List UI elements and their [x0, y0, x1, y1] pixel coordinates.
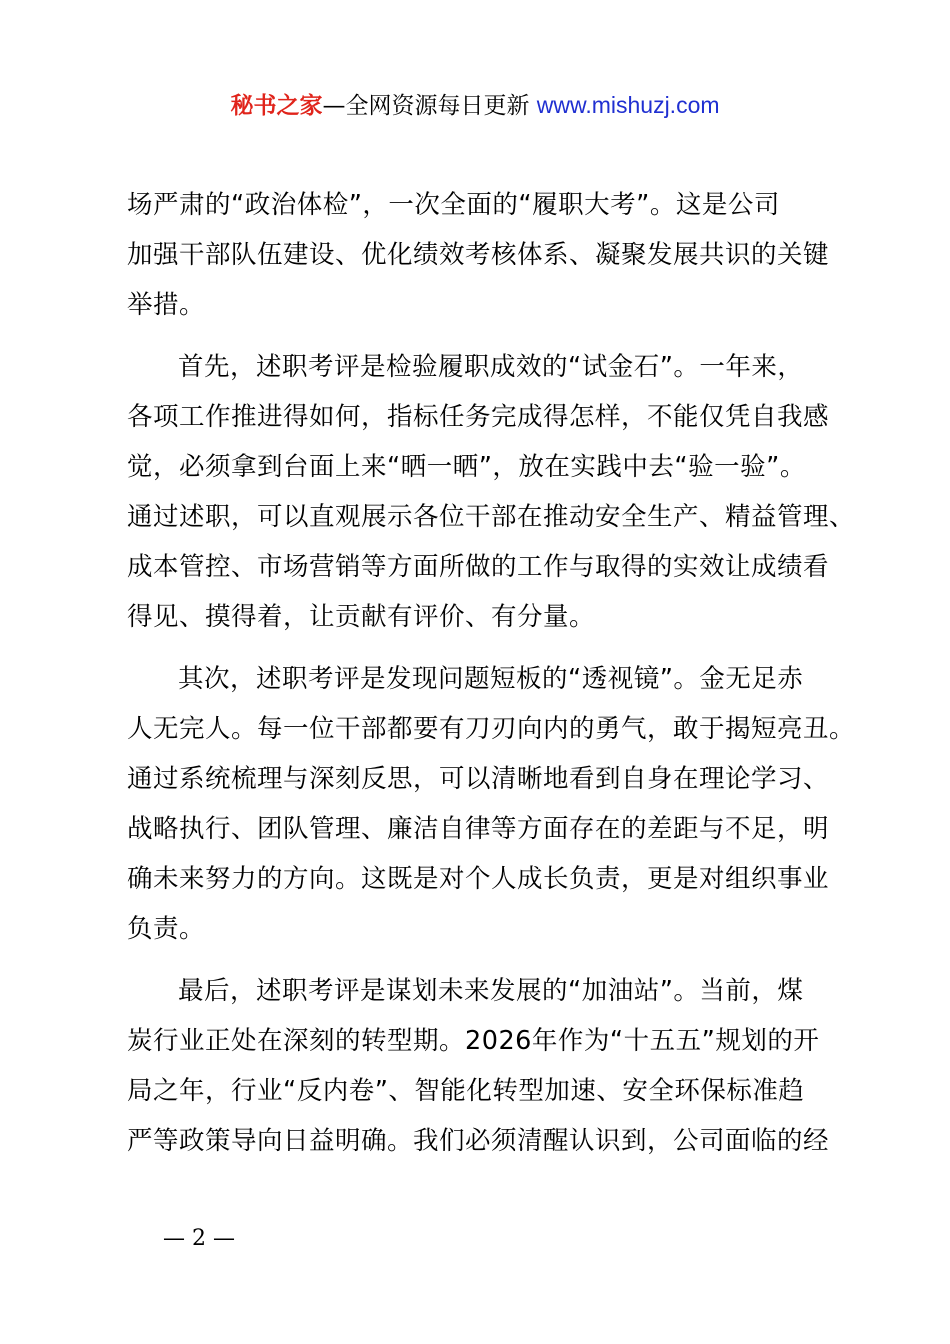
text-line: 成本管控、市场营销等方面所做的工作与取得的实效让成绩看 [127, 552, 830, 582]
page-number: — 2 — [163, 1226, 235, 1251]
text-line: 局之年，行业“反内卷”、智能化转型加速、安全环保标准趋 [127, 1076, 805, 1106]
paragraph-4 [127, 966, 837, 1166]
text-line: 严等政策导向日益明确。我们必须清醒认识到，公司面临的经 [127, 1126, 830, 1156]
text-line: 首先，述职考评是检验履职成效的“试金石”。一年来， [178, 352, 804, 382]
text-line: 得见、摸得着，让贡献有评价、有分量。 [127, 602, 596, 632]
brand-name: 秘书之家 [230, 93, 323, 119]
page-header [0, 88, 950, 123]
text-line: 其次，述职考评是发现问题短板的“透视镜”。金无足赤 [178, 664, 804, 694]
paragraph-3 [127, 654, 856, 954]
text-line: 通过述职，可以直观展示各位干部在推动安全生产、精益管理、 [127, 502, 856, 532]
text-line: 战略执行、团队管理、廉洁自律等方面存在的差距与不足，明 [127, 814, 830, 844]
text-line: 人无完人。每一位干部都要有刀刃向内的勇气，敢于揭短亮丑。 [127, 714, 856, 744]
header-url-link[interactable]: www.mishuzj.com [536, 92, 720, 118]
text-line: 各项工作推进得如何，指标任务完成得怎样，不能仅凭自我感 [127, 402, 830, 432]
header-tagline: —全网资源每日更新 [322, 93, 537, 119]
document-body [127, 180, 856, 1178]
text-line: 举措。 [127, 290, 206, 320]
text-line: 最后，述职考评是谋划未来发展的“加油站”。当前，煤 [178, 976, 804, 1006]
text-line: 通过系统梳理与深刻反思，可以清晰地看到自身在理论学习、 [127, 764, 830, 794]
text-line: 加强干部队伍建设、优化绩效考核体系、凝聚发展共识的关键 [127, 240, 830, 270]
text-line: 场严肃的“政治体检”，一次全面的“履职大考”。这是公司 [127, 190, 780, 220]
paragraph-1 [127, 180, 837, 330]
text-line: 觉，必须拿到台面上来“晒一晒”，放在实践中去“验一验”。 [127, 452, 806, 482]
text-line: 负责。 [127, 914, 206, 944]
text-line: 炭行业正处在深刻的转型期。2026年作为“十五五”规划的开 [127, 1026, 820, 1056]
text-line: 确未来努力的方向。这既是对个人成长负责，更是对组织事业 [127, 864, 830, 894]
paragraph-2 [127, 342, 856, 642]
